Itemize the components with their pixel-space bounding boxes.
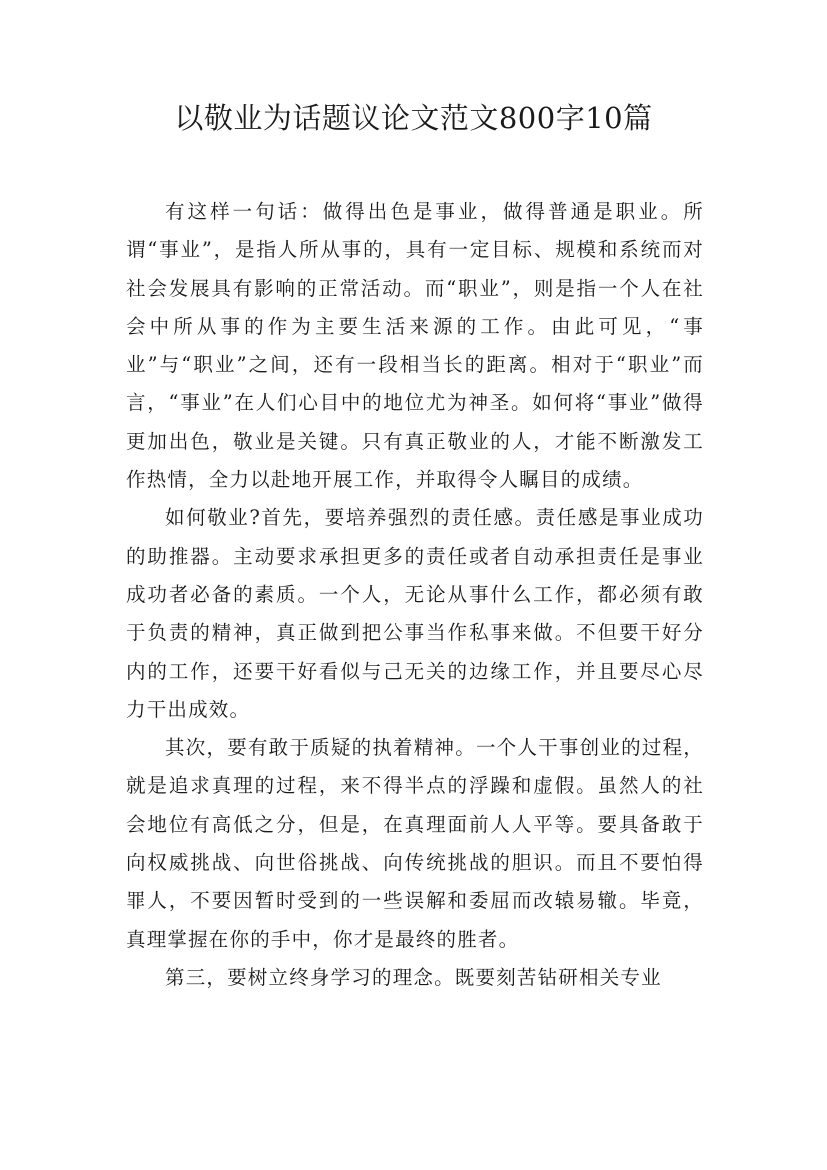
document-body xyxy=(126,193,704,997)
paragraph-2: 如何敬业?首先，要培养强烈的责任感。责任感是事业成功的助推器。主动要求承担更多的责任或者自动承担责任是事业成功者必备的素质。一个人，无论从事什么工作，都必须有敢于负责的精神，真正做到把公事当作私事来做。不但要干好分内的工作，还要干好看似与己无关的边缘工作，并且要尽心尽力干出成效。 xyxy=(126,506,704,721)
paragraph-3: 其次，要有敢于质疑的执着精神。一个人干事创业的过程，就是追求真理的过程，来不得半点的浮躁和虚假。虽然人的社会地位有高低之分，但是，在真理面前人人平等。要具备敢于向权威挑战、向世俗挑战、向传统挑战的胆识。而且不要怕得罪人，不要因暂时受到的一些误解和委屈而改辕易辙。毕竟，真理掌握在你的手中，你才是最终的胜者。 xyxy=(126,736,704,951)
paragraph-4: 第三，要树立终身学习的理念。既要刻苦钻研相关专业 xyxy=(165,965,662,989)
paragraph-1: 有这样一句话：做得出色是事业，做得普通是职业。所谓“事业”，是指人所从事的，具有一定目标、规模和系统而对社会发展具有影响的正常活动。而“职业”，则是指一个人在社会中所从事的作为主要生活来源的工作。由此可见，“事业”与“职业”之间，还有一段相当长的距离。相对于“职业”而言，“事业”在人们心目中的地位尤为神圣。如何将“事业”做得更加出色，敬业是关键。只有真正敬业的人，才能不断激发工作热情，全力以赴地开展工作，并取得令人瞩目的成绩。 xyxy=(126,200,704,492)
document-title: 以敬业为话题议论文范文800字10篇 xyxy=(174,101,653,135)
